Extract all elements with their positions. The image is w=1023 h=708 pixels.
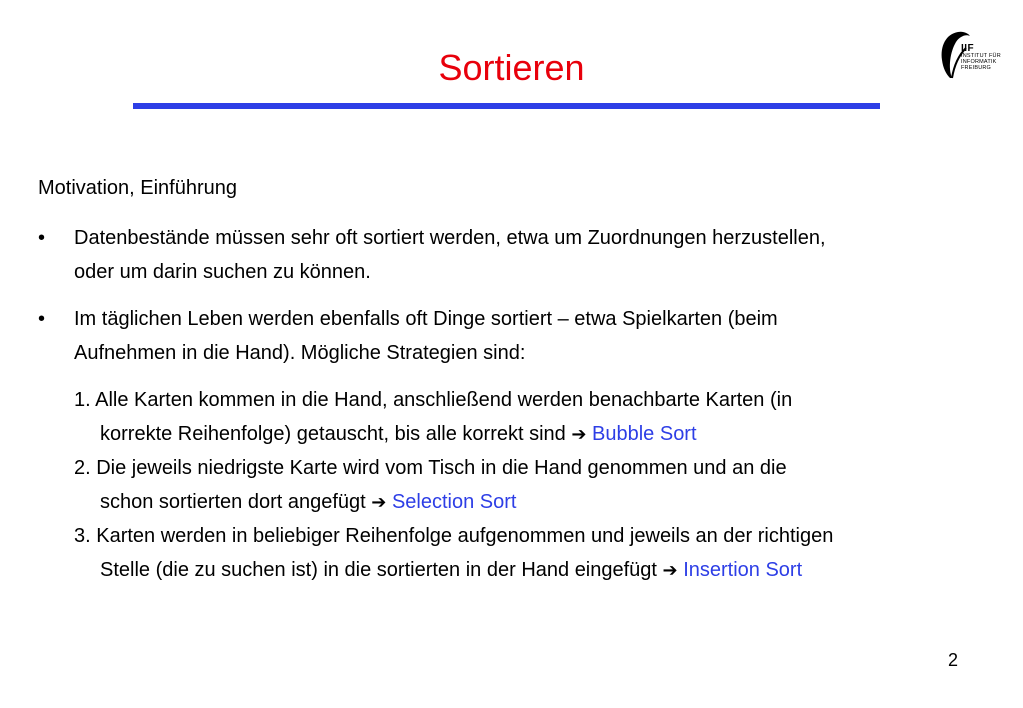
- algorithm-name: Selection Sort: [391, 491, 517, 513]
- section-heading: Motivation, Einführung: [38, 177, 238, 199]
- bullet-marker: •: [38, 308, 46, 330]
- logo-line: FREIBURG: [961, 65, 992, 71]
- bullet-line: Im täglichen Leben werden ebenfalls oft Dinge sortiert – etwa Spielkarten (beim: [74, 308, 778, 330]
- strategy-line: [100, 553, 802, 588]
- strategy-text: schon sortierten dort angefügt: [100, 491, 366, 513]
- logo-caption: [961, 53, 1001, 71]
- logo-abbrev: IIF: [961, 43, 975, 54]
- algorithm-name: Bubble Sort: [592, 423, 697, 445]
- title-underline: [133, 103, 880, 109]
- logo-line: INSTITUT FÜR: [961, 53, 1001, 59]
- strategy-text: korrekte Reihenfolge) getauscht, bis alle korrekt sind: [100, 423, 566, 445]
- bullet-marker: •: [38, 227, 46, 249]
- strategy-text: Stelle (die zu suchen ist) in die sortierten in der Hand eingefügt: [100, 559, 657, 581]
- strategy-line: 2. Die jeweils niedrigste Karte wird vom Tisch in die Hand genommen und an die: [74, 457, 787, 479]
- strategy-line: 1. Alle Karten kommen in die Hand, anschließend werden benachbarte Karten (in: [74, 389, 793, 411]
- page-number: 2: [948, 650, 959, 670]
- slide-title: Sortieren: [438, 47, 585, 88]
- arrow-icon: ➔: [662, 560, 678, 581]
- logo-line: INFORMATIK: [961, 59, 997, 65]
- arrow-icon: ➔: [371, 492, 387, 513]
- bullet-line: oder um darin suchen zu können.: [74, 261, 371, 283]
- bullet-line: Datenbestände müssen sehr oft sortiert werden, etwa um Zuordnungen herzustellen,: [74, 227, 826, 249]
- bullet-line: Aufnehmen in die Hand). Mögliche Strategien sind:: [74, 342, 526, 364]
- algorithm-name: Insertion Sort: [683, 559, 803, 581]
- arrow-icon: ➔: [571, 424, 587, 445]
- strategy-line: [100, 485, 516, 520]
- strategy-line: [100, 417, 697, 452]
- strategy-line: 3. Karten werden in beliebiger Reihenfolge aufgenommen und jeweils an der richtigen: [74, 525, 834, 547]
